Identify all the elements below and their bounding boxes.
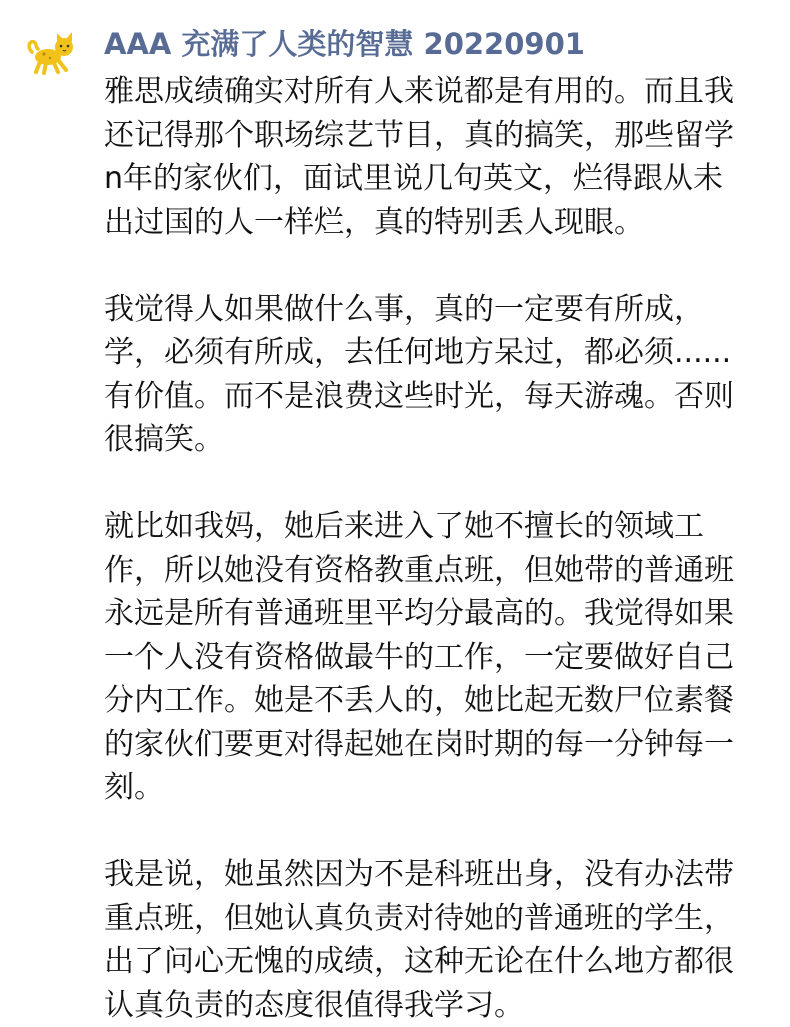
text-line: 雅思成绩确实对所有人来说都是有用的。而且我 (104, 70, 784, 114)
text-line: 就比如我妈，她后来进入了她不擅长的领域工 (104, 505, 784, 549)
text-line: 很搞笑。 (104, 418, 784, 462)
text-line: 还记得那个职场综艺节目，真的搞笑，那些留学 (104, 114, 784, 158)
text-line: 学，必须有所成，去任何地方呆过，都必须...... (104, 331, 784, 375)
text-line: 出了问心无愧的成绩，这种无论在什么地方都很 (104, 940, 784, 984)
paragraph (104, 288, 784, 462)
text-line: 刻。 (104, 766, 784, 810)
text-line: 一个人没有资格做最牛的工作，一定要做好自己 (104, 636, 784, 680)
text-line: 有价值。而不是浪费这些时光，每天游魂。否则 (104, 375, 784, 419)
yellow-cat-icon (26, 30, 82, 76)
paragraph (104, 505, 784, 810)
text-line: 作，所以她没有资格教重点班，但她带的普通班 (104, 549, 784, 593)
text-line: 出过国的人一样烂，真的特别丢人现眼。 (104, 201, 784, 245)
text-line: 重点班，但她认真负责对待她的普通班的学生， (104, 897, 784, 941)
text-line: 我是说，她虽然因为不是科班出身，没有办法带 (104, 853, 784, 897)
text-line: 分内工作。她是不丢人的，她比起无数尸位素餐 (104, 679, 784, 723)
paragraph (104, 70, 784, 244)
text-line: 认真负责的态度很值得我学习。 (104, 984, 784, 1027)
text-line: n年的家伙们，面试里说几句英文，烂得跟从未 (104, 157, 784, 201)
post-author[interactable]: AAA 充满了人类的智慧 20220901 (104, 22, 585, 66)
post-content (104, 70, 784, 1027)
text-line: 永远是所有普通班里平均分最高的。我觉得如果 (104, 592, 784, 636)
avatar[interactable] (26, 30, 82, 76)
text-line: 的家伙们要更对得起她在岗时期的每一分钟每一 (104, 723, 784, 767)
text-line: 我觉得人如果做什么事，真的一定要有所成， (104, 288, 784, 332)
paragraph (104, 853, 784, 1027)
